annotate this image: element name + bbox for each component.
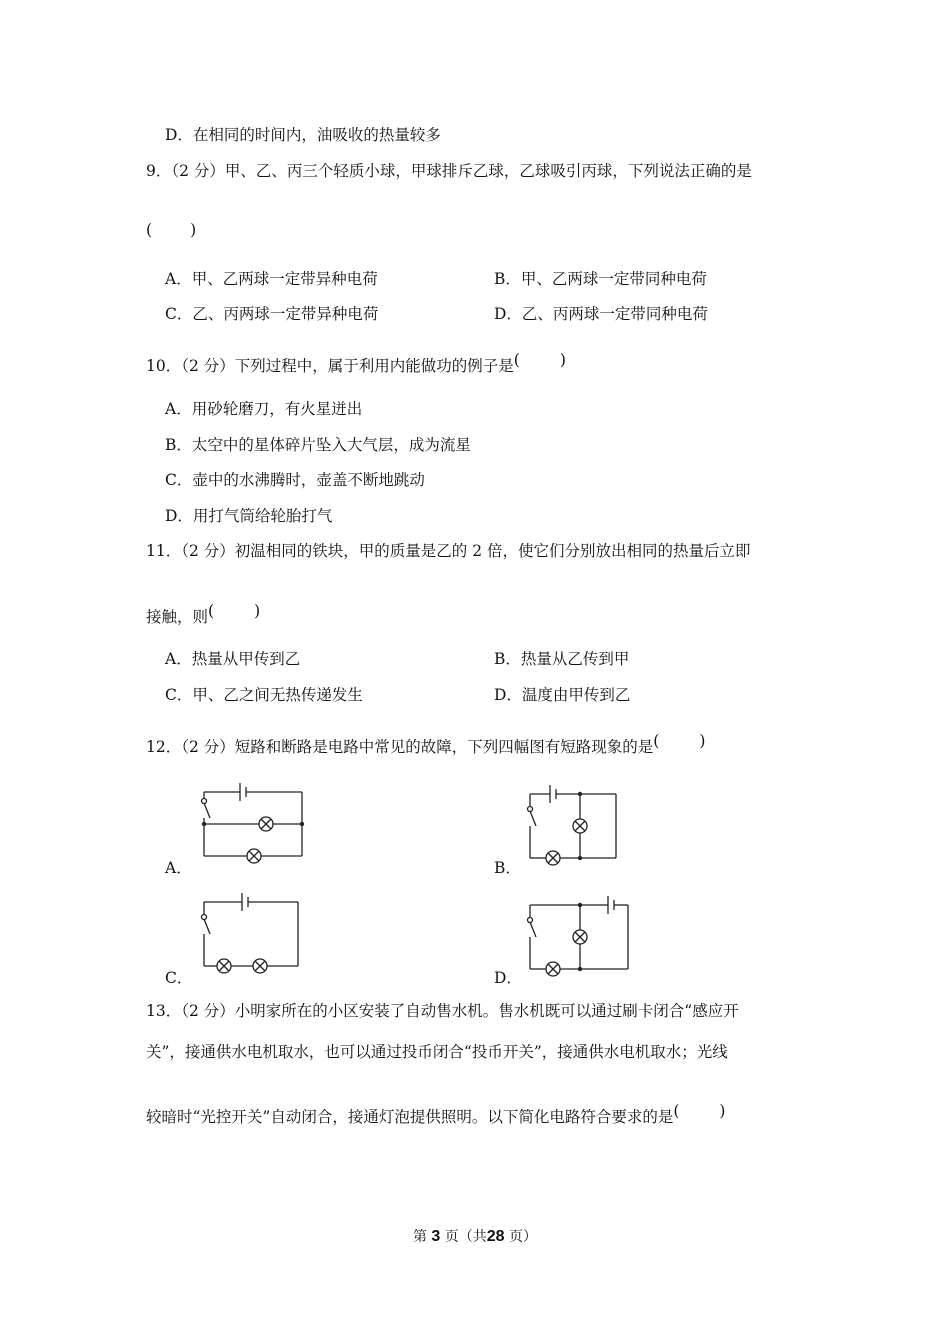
footer-page-number: 3	[431, 1228, 441, 1245]
q11-stem: 11．（2 分）初温相同的铁块，甲的质量是乙的 2 倍，使它们分别放出相同的热量后立即	[146, 542, 751, 560]
paren-close: )	[699, 732, 706, 750]
q13-line2: 关”，接通供水电机取水，也可以通过投币闭合“投币开关”，接通供水电机取水；光线	[146, 1043, 728, 1061]
q13-line1: 13．（2 分）小明家所在的小区安装了自动售水机。售水机既可以通过刷卡闭合“感应开	[146, 1002, 739, 1020]
q9-option-b: B．甲、乙两球一定带同种电荷	[494, 270, 707, 288]
q9-option-d: D．乙、丙两球一定带同种电荷	[494, 305, 708, 323]
footer-mid: 页（共	[444, 1229, 487, 1245]
q12-option-b-label: B．	[494, 859, 521, 877]
paren-open: (	[673, 1102, 680, 1120]
circuit-diagram-b	[522, 782, 622, 866]
q8-option-d: D．在相同的时间内，油吸收的热量较多	[165, 126, 441, 144]
circuit-diagram-d	[522, 893, 634, 977]
q10-option-d: D．用打气筒给轮胎打气	[165, 507, 333, 525]
paren-close: )	[190, 221, 197, 239]
q12-option-c-label: C．	[165, 969, 193, 987]
footer-total-pages: 28	[486, 1228, 505, 1245]
page-footer	[0, 1227, 950, 1247]
q10-option-a: A．用砂轮磨刀，有火星迸出	[165, 400, 363, 418]
q12-stem-line	[146, 732, 706, 758]
q10-option-b: B．太空中的星体碎片坠入大气层，成为流星	[165, 436, 471, 454]
q11-stem-cont-line	[146, 602, 261, 628]
q11-option-b: B．热量从乙传到甲	[494, 650, 630, 668]
q11-option-c: C．甲、乙之间无热传递发生	[165, 686, 363, 704]
paren-open: (	[513, 351, 520, 369]
circuit-diagram-a	[196, 780, 308, 862]
q11-option-d: D．温度由甲传到乙	[494, 686, 631, 704]
q10-option-c: C．壶中的水沸腾时，壶盖不断地跳动	[165, 471, 425, 489]
q12-option-a-label: A．	[165, 859, 192, 877]
paren-close: )	[719, 1102, 726, 1120]
q9-answer-paren	[146, 219, 196, 241]
q12-option-d-label: D．	[494, 969, 522, 987]
q11-option-a: A．热量从甲传到乙	[165, 650, 301, 668]
q11-stem-cont: 接触，则	[146, 608, 209, 626]
q12-stem: 12．（2 分）短路和断路是电路中常见的故障，下列四幅图有短路现象的是	[146, 738, 654, 756]
paren-close: )	[254, 602, 261, 620]
paren-close: )	[559, 351, 566, 369]
q10-stem: 10．（2 分）下列过程中，属于利用内能做功的例子是	[146, 357, 514, 375]
circuit-diagram-c	[196, 890, 306, 974]
q13-line3-wrap	[146, 1102, 726, 1128]
paren-open: (	[653, 732, 660, 750]
q10-stem-line	[146, 351, 566, 377]
q13-line3: 较暗时“光控开关”自动闭合，接通灯泡提供照明。以下简化电路符合要求的是	[146, 1108, 674, 1126]
q9-option-a: A．甲、乙两球一定带异种电荷	[165, 270, 378, 288]
paren-open: (	[146, 221, 153, 239]
q9-stem: 9．（2 分）甲、乙、丙三个轻质小球，甲球排斥乙球，乙球吸引丙球，下列说法正确的是	[146, 162, 752, 180]
q9-option-c: C．乙、丙两球一定带异种电荷	[165, 305, 379, 323]
footer-prefix: 第	[412, 1229, 427, 1245]
footer-suffix: 页）	[509, 1229, 538, 1245]
paren-open: (	[208, 602, 215, 620]
